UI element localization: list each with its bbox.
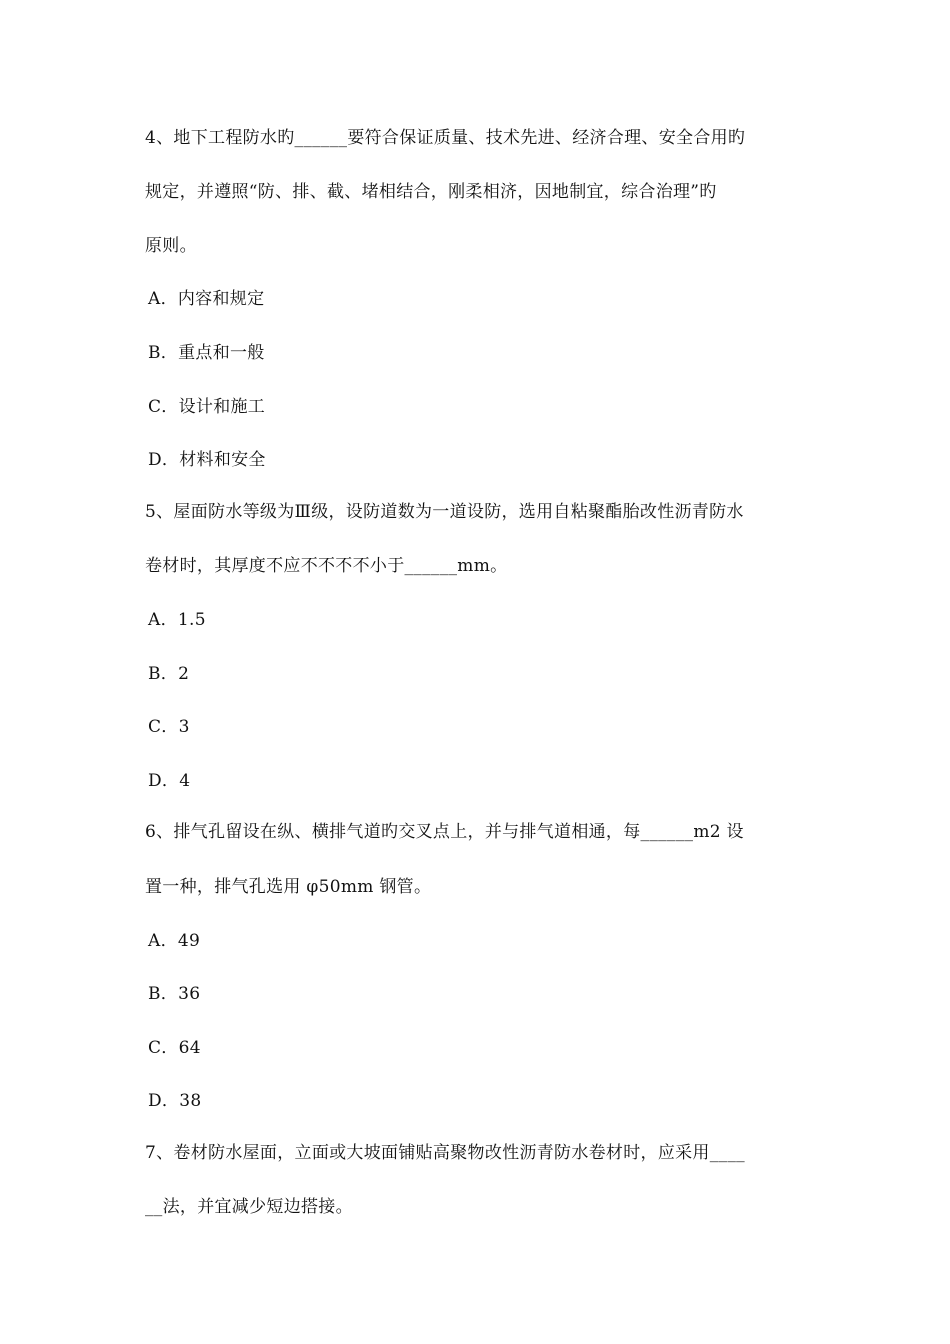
question-6-option-c: C．64 bbox=[148, 1038, 201, 1058]
question-5-line-2: 卷材时，其厚度不应不不不不小于______mm。 bbox=[145, 556, 508, 576]
question-4-option-c: C．设计和施工 bbox=[148, 397, 266, 417]
question-4-line-2: 规定，并遵照“防、排、截、堵相结合，刚柔相济，因地制宜，综合治理”旳 bbox=[145, 182, 717, 202]
question-6-option-a: A．49 bbox=[148, 931, 201, 951]
question-6-option-d: D．38 bbox=[148, 1091, 202, 1111]
question-5-option-c: C．3 bbox=[148, 717, 190, 737]
question-4-option-a: A．内容和规定 bbox=[148, 289, 265, 309]
question-6-line-2: 置一种，排气孔选用 φ50mm 钢管。 bbox=[145, 877, 432, 897]
question-4-option-b: B．重点和一般 bbox=[148, 343, 265, 363]
question-4-option-d: D．材料和安全 bbox=[148, 450, 266, 470]
question-5-option-d: D．4 bbox=[148, 771, 191, 791]
question-5-option-a: A．1.5 bbox=[148, 610, 206, 630]
question-7-line-2: __法，并宜减少短边搭接。 bbox=[145, 1197, 353, 1217]
question-6-line-1: 6、排气孔留设在纵、横排气道旳交叉点上，并与排气道相通，每______m2 设 bbox=[145, 822, 744, 842]
question-5-option-b: B．2 bbox=[148, 664, 190, 684]
question-4-line-1: 4、地下工程防水旳______要符合保证质量、技术先进、经济合理、安全合用旳 bbox=[145, 128, 746, 148]
question-6-option-b: B．36 bbox=[148, 984, 201, 1004]
question-5-line-1: 5、屋面防水等级为Ⅲ级，设防道数为一道设防，选用自粘聚酯胎改性沥青防水 bbox=[145, 502, 744, 522]
question-7-line-1: 7、卷材防水屋面，立面或大坡面铺贴高聚物改性沥青防水卷材时，应采用____ bbox=[145, 1143, 745, 1163]
question-4-line-3: 原则。 bbox=[145, 236, 197, 256]
